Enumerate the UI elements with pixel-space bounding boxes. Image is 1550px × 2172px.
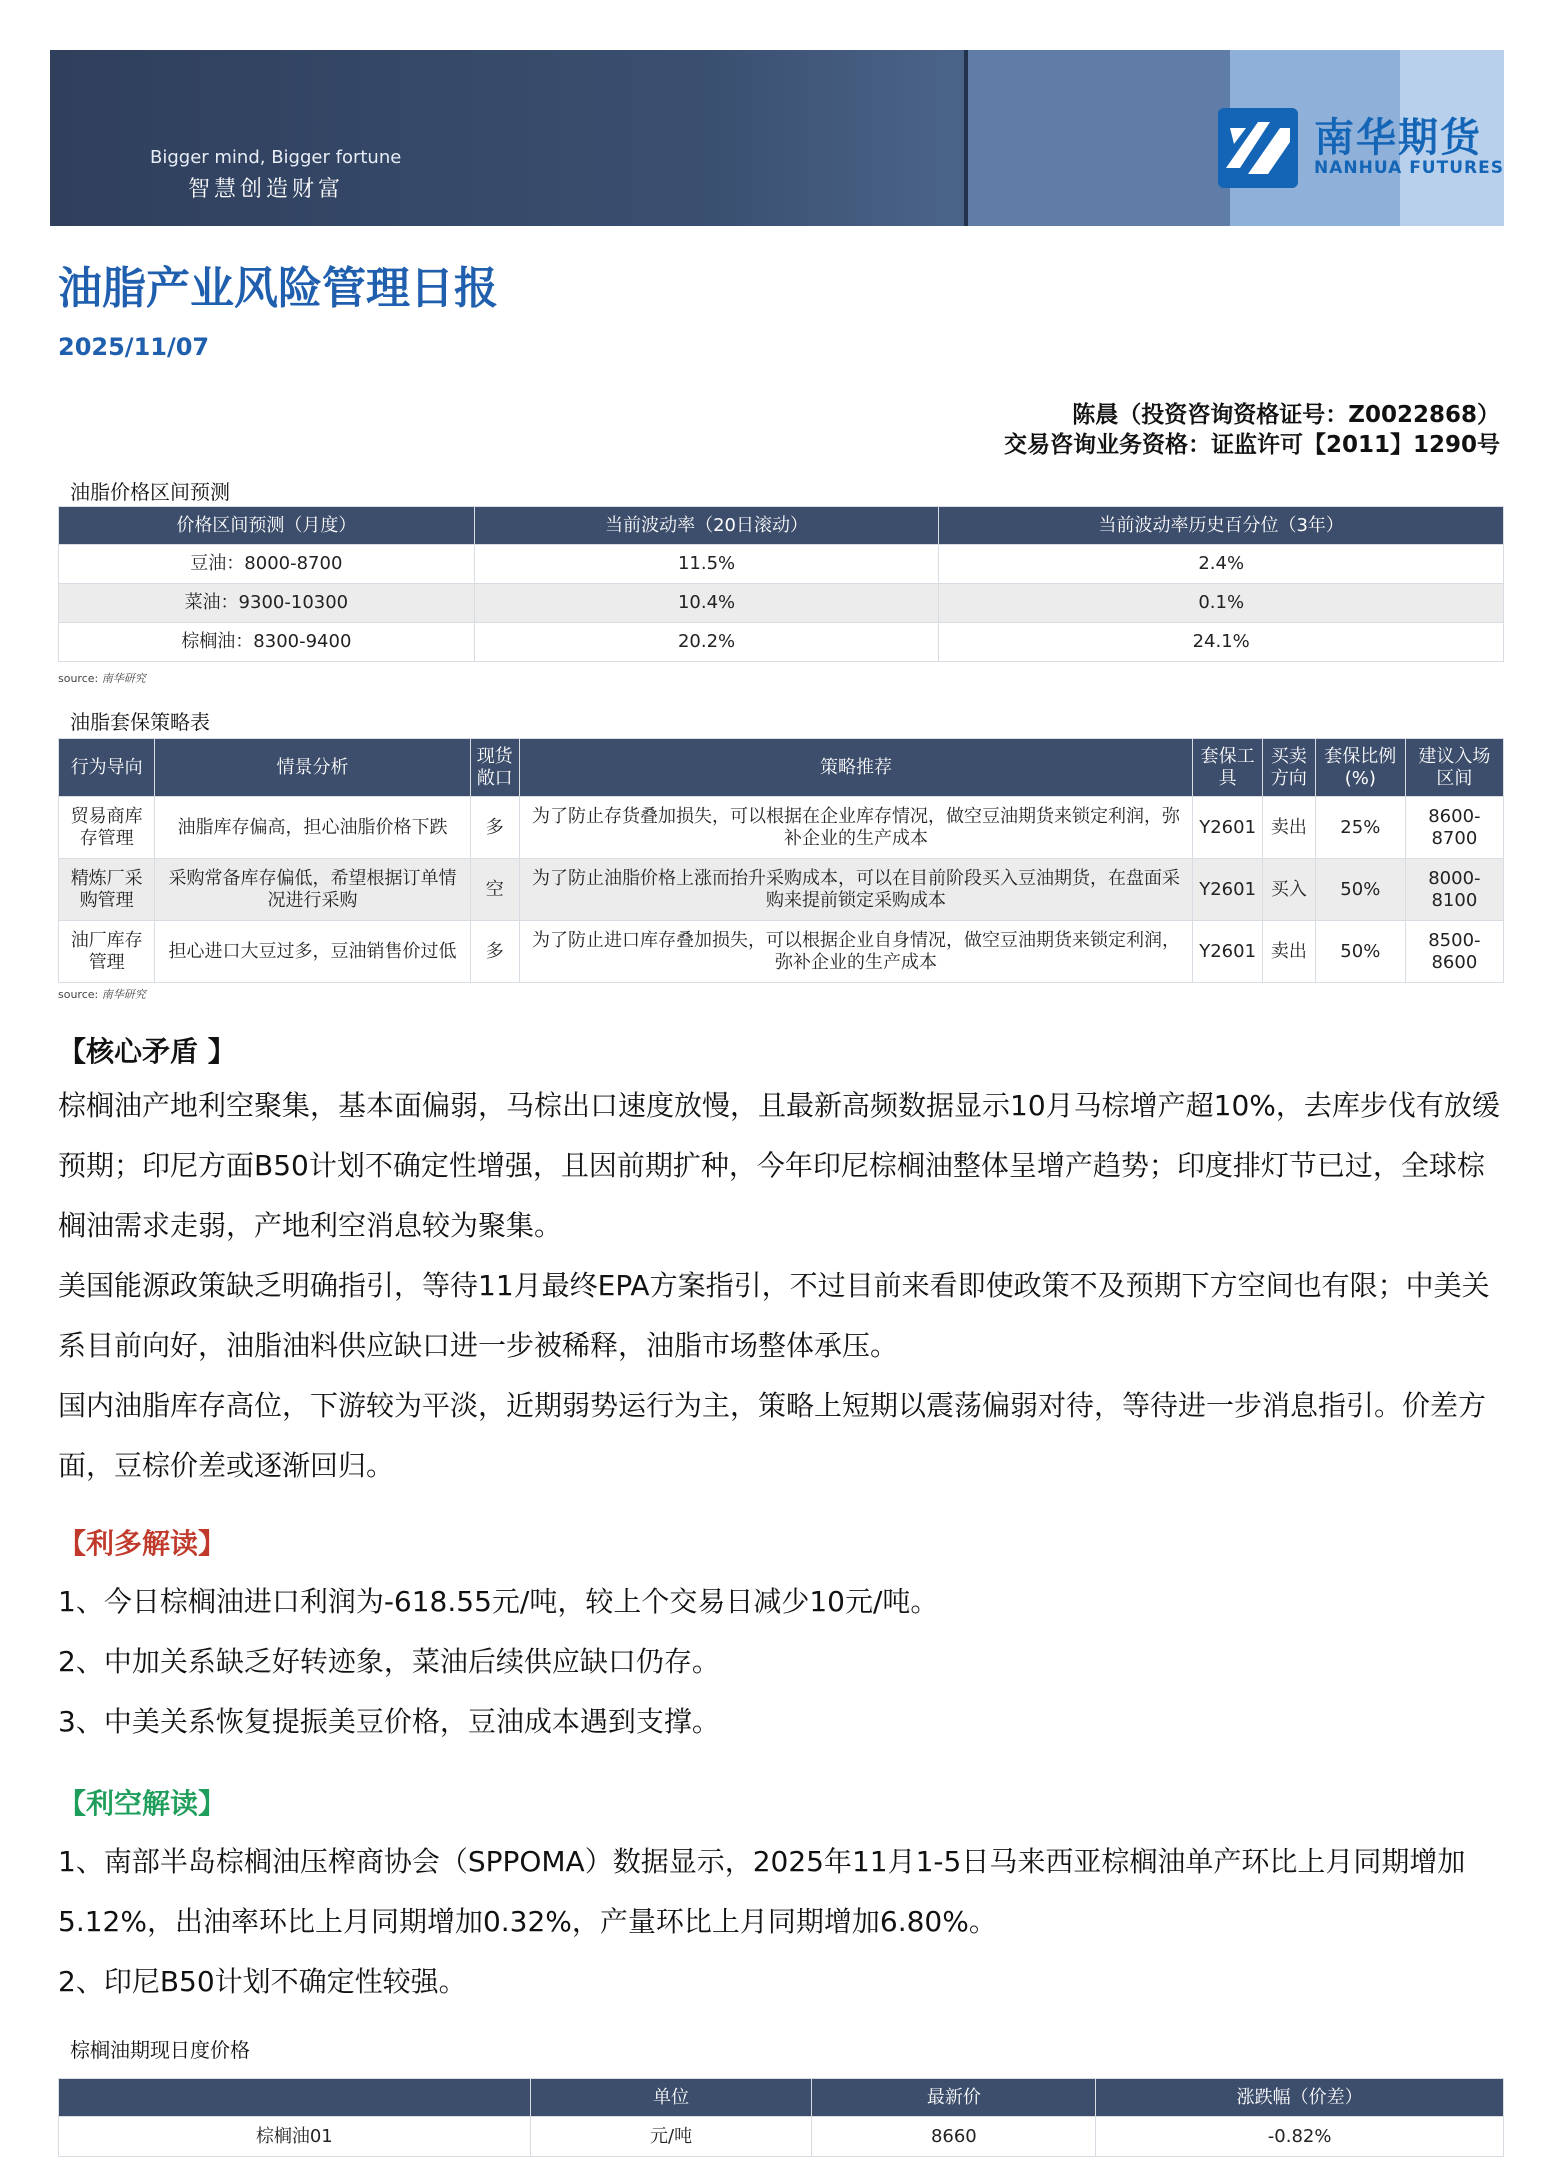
source-label: source: bbox=[58, 672, 99, 685]
table-cell: 2.4% bbox=[939, 545, 1504, 584]
table-cell: Y2601 bbox=[1193, 859, 1263, 921]
source-value: 南华研究 bbox=[101, 988, 146, 1001]
column-header: 当前波动率（20日滚动） bbox=[474, 507, 939, 545]
table-cell: Y2601 bbox=[1193, 797, 1263, 859]
column-header: 建议入场区间 bbox=[1405, 739, 1503, 797]
table-cell: 元/吨 bbox=[530, 2117, 812, 2157]
source-note bbox=[58, 670, 146, 686]
table-cell: 空 bbox=[470, 859, 519, 921]
table-cell: 24.1% bbox=[939, 623, 1504, 662]
table-cell: 棕榈油：8300-9400 bbox=[59, 623, 475, 662]
table-row bbox=[59, 2117, 1504, 2157]
report-title: 油脂产业风险管理日报 bbox=[58, 263, 498, 314]
license-line: 交易咨询业务资格：证监许可【2011】1290号 bbox=[1003, 432, 1500, 458]
table-cell: 8000-8100 bbox=[1405, 859, 1503, 921]
column-header: 套保工具 bbox=[1193, 739, 1263, 797]
table-row bbox=[59, 797, 1504, 859]
table-row bbox=[59, 545, 1504, 584]
table-cell: 25% bbox=[1315, 797, 1405, 859]
spot-price-table bbox=[58, 2078, 1504, 2157]
table-header-row bbox=[59, 507, 1504, 545]
table-cell: 11.5% bbox=[474, 545, 939, 584]
hedge-caption: 油脂套保策略表 bbox=[70, 710, 210, 734]
table-cell: 豆油：8000-8700 bbox=[59, 545, 475, 584]
table-cell: 买入 bbox=[1263, 859, 1316, 921]
column-header: 价格区间预测（月度） bbox=[59, 507, 475, 545]
logo-text-cn: 南华期货 bbox=[1314, 115, 1482, 161]
table-cell: 采购常备库存偏低，希望根据订单情况进行采购 bbox=[155, 859, 470, 921]
bearish-item: 1、南部半岛棕榈油压榨商协会（SPPOMA）数据显示，2025年11月1-5日马来西亚棕榈油单产环比上月同期增加5.12%，出油率环比上月同期增加0.32%，产量环比上月同期增加6.80%。 bbox=[58, 1845, 1466, 1938]
table-cell: 20.2% bbox=[474, 623, 939, 662]
source-label: source: bbox=[58, 988, 99, 1001]
column-header: 当前波动率历史百分位（3年） bbox=[939, 507, 1504, 545]
column-header: 现货敞口 bbox=[470, 739, 519, 797]
header-banner bbox=[50, 50, 1504, 226]
company-logo bbox=[1218, 102, 1504, 192]
column-header: 策略推荐 bbox=[519, 739, 1193, 797]
author-line: 陈晨（投资咨询资格证号：Z0022868） bbox=[1072, 402, 1500, 428]
table-cell: 卖出 bbox=[1263, 921, 1316, 983]
table-cell: 油厂库存管理 bbox=[59, 921, 155, 983]
table-cell: 10.4% bbox=[474, 584, 939, 623]
table-cell: 为了防止存货叠加损失，可以根据在企业库存情况，做空豆油期货来锁定利润，弥补企业的生产成本 bbox=[519, 797, 1193, 859]
core-paragraph: 棕榈油产地利空聚集，基本面偏弱，马棕出口速度放慢，且最新高频数据显示10月马棕增产超10%，去库步伐有放缓预期；印尼方面B50计划不确定性增强，且因前期扩种，今年印尼棕榈油整体呈增产趋势；印度排灯节已过，全球棕榈油需求走弱，产地利空消息较为聚集。 bbox=[58, 1089, 1500, 1242]
table-row bbox=[59, 921, 1504, 983]
table-cell: 8500-8600 bbox=[1405, 921, 1503, 983]
bullish-item: 3、中美关系恢复提振美豆价格，豆油成本遇到支撑。 bbox=[58, 1705, 720, 1738]
source-value: 南华研究 bbox=[101, 672, 146, 685]
column-header: 最新价 bbox=[812, 2079, 1096, 2117]
column-header bbox=[59, 2079, 531, 2117]
core-heading: 【核心矛盾 】 bbox=[58, 1035, 236, 1068]
table-cell: 棕榈油01 bbox=[59, 2117, 531, 2157]
table-cell: 50% bbox=[1315, 859, 1405, 921]
table-header-row bbox=[59, 2079, 1504, 2117]
table-cell: 精炼厂采购管理 bbox=[59, 859, 155, 921]
bearish-heading: 【利空解读】 bbox=[58, 1787, 227, 1820]
table-cell: -0.82% bbox=[1096, 2117, 1504, 2157]
banner-divider bbox=[964, 50, 968, 226]
table-cell: 50% bbox=[1315, 921, 1405, 983]
table-cell: 卖出 bbox=[1263, 797, 1316, 859]
report-date: 2025/11/07 bbox=[58, 333, 210, 361]
source-note bbox=[58, 986, 146, 1002]
core-paragraph: 国内油脂库存高位，下游较为平淡，近期弱势运行为主，策略上短期以震荡偏弱对待，等待进一步消息指引。价差方面，豆棕价差或逐渐回归。 bbox=[58, 1389, 1487, 1482]
logo-mark-icon bbox=[1218, 108, 1298, 188]
author-info bbox=[1004, 400, 1500, 460]
table-cell: 0.1% bbox=[939, 584, 1504, 623]
table-cell: 8600-8700 bbox=[1405, 797, 1503, 859]
price-range-table bbox=[58, 506, 1504, 662]
table-row bbox=[59, 859, 1504, 921]
bullish-item: 2、中加关系缺乏好转迹象，菜油后续供应缺口仍存。 bbox=[58, 1645, 720, 1678]
table-cell: 8660 bbox=[812, 2117, 1096, 2157]
slogan-en: Bigger mind, Bigger fortune bbox=[150, 147, 402, 168]
price-range-caption: 油脂价格区间预测 bbox=[70, 480, 230, 504]
table-row bbox=[59, 584, 1504, 623]
core-paragraph: 美国能源政策缺乏明确指引，等待11月最终EPA方案指引，不过目前来看即使政策不及预期下方空间也有限；中美关系目前向好，油脂油料供应缺口进一步被稀释，油脂市场整体承压。 bbox=[58, 1269, 1490, 1362]
table-header-row bbox=[59, 739, 1504, 797]
banner-panel bbox=[964, 50, 1230, 226]
column-header: 单位 bbox=[530, 2079, 812, 2117]
column-header: 买卖方向 bbox=[1263, 739, 1316, 797]
bullish-item: 1、今日棕榈油进口利润为-618.55元/吨，较上个交易日减少10元/吨。 bbox=[58, 1585, 939, 1618]
column-header: 行为导向 bbox=[59, 739, 155, 797]
slogan-cn: 智慧创造财富 bbox=[188, 177, 345, 202]
hedge-strategy-table bbox=[58, 738, 1504, 983]
table-cell: 担心进口大豆过多，豆油销售价过低 bbox=[155, 921, 470, 983]
table-cell: 油脂库存偏高，担心油脂价格下跌 bbox=[155, 797, 470, 859]
table-cell: Y2601 bbox=[1193, 921, 1263, 983]
table-cell: 菜油：9300-10300 bbox=[59, 584, 475, 623]
table-cell: 多 bbox=[470, 921, 519, 983]
table-cell: 贸易商库存管理 bbox=[59, 797, 155, 859]
table-row bbox=[59, 623, 1504, 662]
column-header: 套保比例(%) bbox=[1315, 739, 1405, 797]
logo-text-en: NANHUA FUTURES bbox=[1314, 158, 1504, 178]
column-header: 涨跌幅（价差） bbox=[1096, 2079, 1504, 2117]
bullish-heading: 【利多解读】 bbox=[58, 1527, 227, 1560]
table-cell: 为了防止进口库存叠加损失，可以根据企业自身情况，做空豆油期货来锁定利润，弥补企业的生产成本 bbox=[519, 921, 1193, 983]
bearish-item: 2、印尼B50计划不确定性较强。 bbox=[58, 1965, 467, 1998]
column-header: 情景分析 bbox=[155, 739, 470, 797]
spot-caption: 棕榈油期现日度价格 bbox=[70, 2038, 250, 2062]
table-cell: 多 bbox=[470, 797, 519, 859]
table-cell: 为了防止油脂价格上涨而抬升采购成本，可以在目前阶段买入豆油期货，在盘面采购来提前锁定采购成本 bbox=[519, 859, 1193, 921]
